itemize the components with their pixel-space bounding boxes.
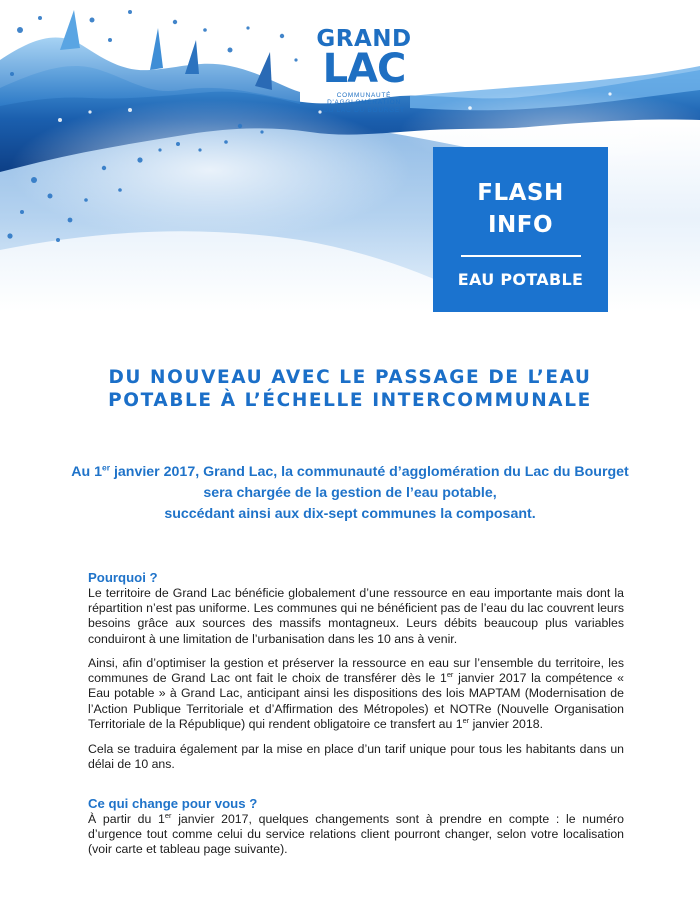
intro-line1-start: Au 1 <box>71 464 102 480</box>
headline-line1: DU NOUVEAU AVEC LE PASSAGE DE L’EAU <box>108 367 592 388</box>
panel-title-line2: INFO <box>487 212 554 238</box>
pourquoi-para2-text <box>88 656 624 732</box>
panel-divider <box>461 255 581 257</box>
intro-paragraph <box>60 462 640 525</box>
change-part-a: À partir du 1 <box>88 812 165 826</box>
change-para <box>88 812 624 858</box>
change-heading: Ce qui change pour vous ? <box>88 796 258 811</box>
change-part-b: janvier 2017, quelques changements sont à prendre en compte : le numéro d’urgence tout comme celui du service relations client pourront changer, selon votre localisation (voir carte et tableau page suivante). <box>88 812 624 857</box>
logo-sub-line2: D'AGGLOMÉRATION <box>327 99 401 107</box>
panel-title-line1: FLASH <box>477 180 564 206</box>
para2-part-a: Ainsi, afin d’optimiser la gestion et préserver la ressource en eau sur l’ensemble du territoire, les communes de Grand Lac ont fait le choix de transférer dès le 1 <box>88 656 624 686</box>
logo-subtitle <box>314 92 414 114</box>
para2-sup1: er <box>446 670 454 680</box>
change-sup: er <box>164 810 172 820</box>
logo-sub-line1: COMMUNAUTÉ <box>336 92 392 99</box>
pourquoi-heading: Pourquoi ? <box>88 570 158 585</box>
grand-lac-logo <box>314 28 414 114</box>
panel-subtitle: EAU POTABLE <box>457 270 584 289</box>
page-headline <box>40 366 660 412</box>
pourquoi-para1 <box>88 586 624 647</box>
logo-grand-text: GRAND <box>316 26 412 52</box>
pourquoi-para3 <box>88 742 624 772</box>
flash-info-panel <box>433 147 608 312</box>
intro-line2: sera chargée de la gestion de l’eau potable, <box>203 485 497 501</box>
intro-line1 <box>60 462 640 483</box>
panel-title <box>433 177 608 241</box>
intro-line1-sup: er <box>101 462 111 473</box>
headline-line2: POTABLE À L’ÉCHELLE INTERCOMMUNALE <box>108 390 592 411</box>
para2-part-b: janvier 2017 la compétence « Eau potable » à Grand Lac, anticipant ainsi les dispositions des lois MAPTAM (Modernisation de l’Action Publique Territoriale et d’Affirmation des Métropoles) et NOTRe (Nouvelle Organisation Territoriale de la République) qui rendent obligatoire ce transfert au 1 <box>88 671 624 731</box>
para2-part-c: janvier 2018. <box>469 716 543 731</box>
para2-sup2: er <box>462 715 470 725</box>
pourquoi-para2 <box>88 656 624 732</box>
logo-lac-text: LAC <box>322 46 406 92</box>
intro-line1-end: janvier 2017, Grand Lac, la communauté d’agglomération du Lac du Bourget <box>110 464 629 480</box>
pourquoi-para3-text: Cela se traduira également par la mise en place d’un tarif unique pour tous les habitants dans un délai de 10 ans. <box>88 742 624 772</box>
change-para-text <box>88 812 624 858</box>
intro-line3: succédant ainsi aux dix-sept communes la composant. <box>164 506 536 522</box>
logo-sub-line3: DU LAC DU BOURGET <box>323 106 405 114</box>
pourquoi-para1-text: Le territoire de Grand Lac bénéficie globalement d’une ressource en eau importante mais dont la répartition n’est pas uniforme. Les communes qui ne bénéficient pas de l’eau du lac couvrent leurs besoins grâce aux sources des massifs montagneux. Leurs débits beaucoup plus variables conduiront à une limitation de l’urbanisation dans les 10 ans à venir. <box>88 586 624 646</box>
header-banner <box>0 0 700 312</box>
